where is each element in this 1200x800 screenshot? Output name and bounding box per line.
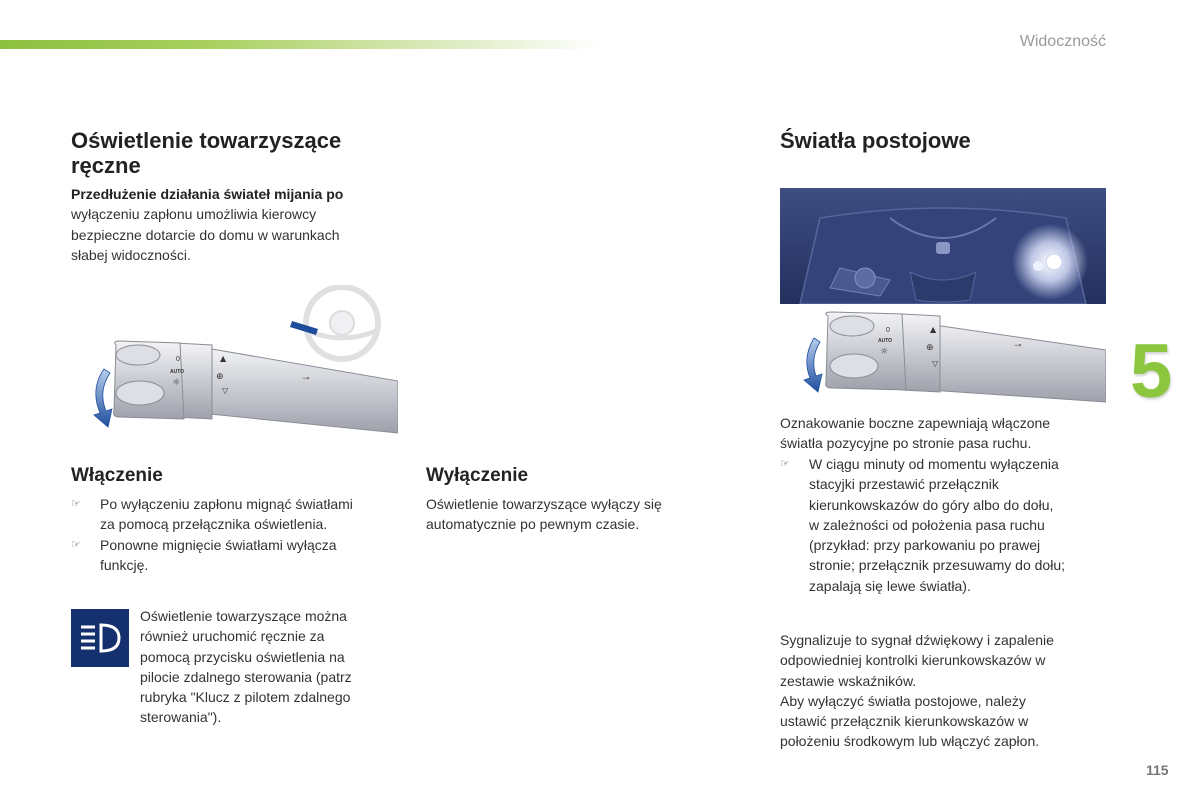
on-heading: Włączenie <box>71 465 163 486</box>
fog-light-icon: ⊕ <box>216 372 224 382</box>
rotate-down-arrow-icon <box>804 338 822 392</box>
pointing-hand-icon: ☞ <box>71 498 81 510</box>
parking-light-icon <box>1046 254 1062 270</box>
headlamp-icon <box>71 609 129 667</box>
steering-wheel-icon <box>306 287 378 359</box>
brand-logo-icon <box>936 242 950 254</box>
left-intro-line: bezpieczne dotarcie do domu w warunkach <box>71 226 340 243</box>
left-intro <box>71 184 401 265</box>
off-heading: Wyłączenie <box>426 465 529 486</box>
indicator-stalk-illustration <box>790 306 1106 406</box>
left-title-line1: Oświetlenie towarzyszące <box>71 128 342 153</box>
switch-label-auto: AUTO <box>170 369 185 375</box>
car-front-photo <box>780 188 1106 304</box>
note-text: Oświetlenie towarzyszące można również uruchomić ręcznie za pomocą przycisku oświetlenia na pilocie zdalnego sterowania (patrz rubryka "Klucz z pilotem zdalnego sterowania"). <box>140 608 352 726</box>
page-number: 115 <box>1146 762 1169 778</box>
left-intro-line: słabej widoczności. <box>71 246 191 263</box>
left-intro-bold: Przedłużenie działania świateł mijania po <box>71 186 344 202</box>
left-title-line2: ręczne <box>71 153 141 178</box>
key-icon: ⊸ <box>1014 341 1022 351</box>
sun-icon: ☼ <box>172 378 181 388</box>
list-item: ☞ Ponowne mignięcie światłami wyłącza funkcję. <box>71 536 337 573</box>
list-item: ☞ Po wyłączeniu zapłonu mignąć światłami za pomocą przełącznika oświetlenia. <box>71 496 353 533</box>
right-title: Światła postojowe <box>780 128 971 153</box>
down-arrow-icon: ▽ <box>222 386 229 395</box>
header-accent-bar <box>0 40 600 49</box>
switch-label-auto: AUTO <box>878 338 893 344</box>
right-intro: Oznakowanie boczne zapewniają włączone światła pozycyjne po stronie pasa ruchu. <box>780 415 1051 452</box>
down-arrow-icon: ▽ <box>932 359 939 368</box>
right-final-text: Sygnalizuje to sygnał dźwiękowy i zapalenie odpowiedniej kontrolki kierunkowskazów w zestawie wskaźników. Aby wyłączyć światła postojowe, należy ustawić przełącznik kierunkowskazów w położeniu środkowym lub włączyć zapłon. <box>780 632 1054 750</box>
fog-light-icon: ⊕ <box>926 343 934 353</box>
switch-label-zero: 0 <box>176 356 180 363</box>
pointing-hand-icon: ☞ <box>780 458 790 470</box>
right-bullet-list <box>780 454 1110 596</box>
left-intro-line: wyłączeniu zapłonu umożliwia kierowcy <box>71 206 317 223</box>
list-item: ☞ W ciągu minuty od momentu wyłączenia stacyjki przestawić przełącznik kierunkowskazów do góry albo do dołu, w zależności od położenia pasa ruchu (przykład: przy parkowaniu po prawej stronie; przełącznik przesuwamy do dołu; zapalają się lewe światła). <box>780 456 1066 594</box>
left-title <box>71 128 341 178</box>
chapter-number: 5 <box>1130 329 1173 414</box>
sun-icon: ☼ <box>880 347 889 357</box>
rotate-down-arrow-icon <box>94 369 112 427</box>
section-label: Widoczność <box>1019 33 1106 50</box>
lighting-stalk-illustration <box>80 285 398 435</box>
key-icon: ⊸ <box>302 374 310 384</box>
switch-label-zero: 0 <box>886 327 890 334</box>
pointing-hand-icon: ☞ <box>71 538 81 551</box>
up-arrow-icon: ▲ <box>220 354 227 363</box>
on-bullet-list <box>71 494 401 575</box>
off-text: Oświetlenie towarzyszące wyłączy się automatycznie po pewnym czasie. <box>426 496 662 533</box>
up-arrow-icon: ▲ <box>930 325 937 334</box>
